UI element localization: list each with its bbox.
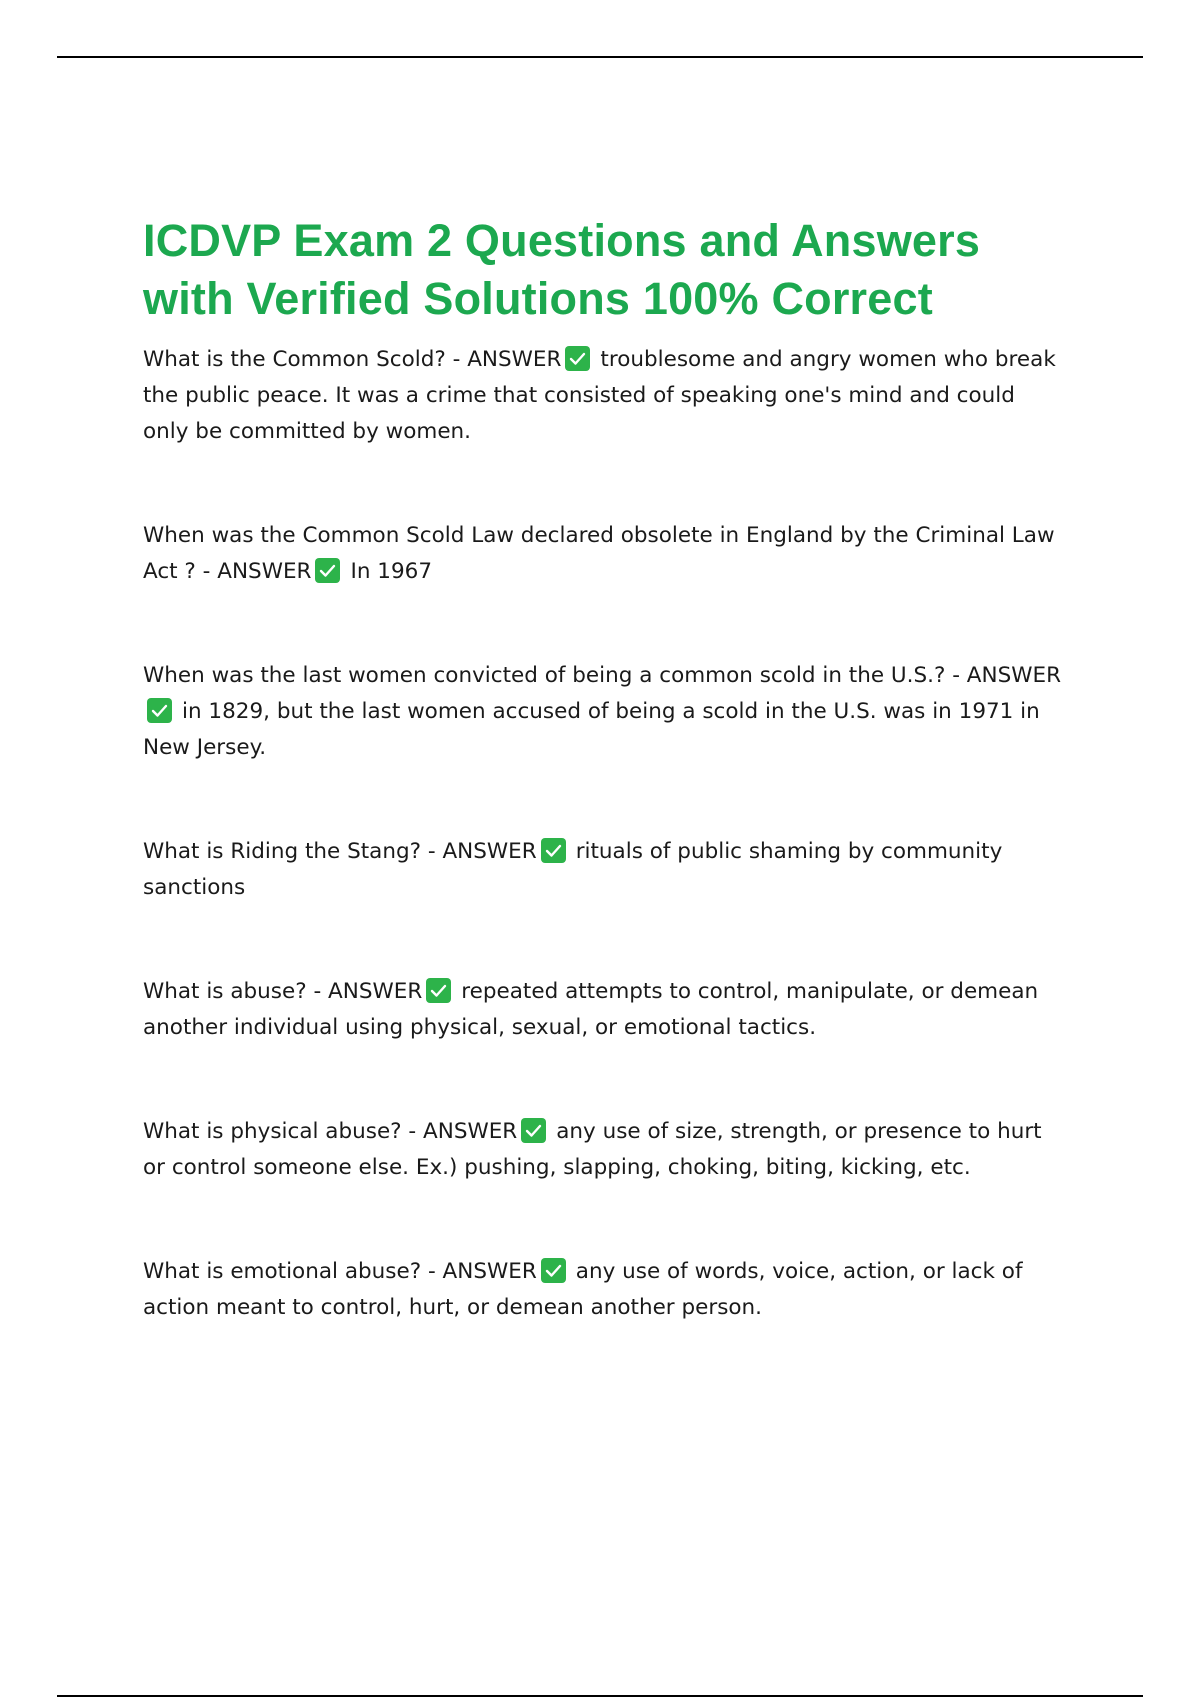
check-icon xyxy=(521,1118,546,1143)
qa-item xyxy=(143,518,1063,590)
question-text: What is physical abuse? - ANSWER xyxy=(143,1119,518,1144)
answer-text: any use of size, strength, or presence to hurt or control someone else. Ex.) pushing, slapping, choking, biting, kicking, etc. xyxy=(143,1119,1042,1180)
check-icon xyxy=(315,558,340,583)
answer-text: in 1829, but the last women accused of being a scold in the U.S. was in 1971 in New Jersey. xyxy=(143,699,1040,760)
check-icon xyxy=(541,1258,566,1283)
qa-list xyxy=(143,342,1063,1326)
check-icon xyxy=(426,978,451,1003)
answer-text: troublesome and angry women who break the public peace. It was a crime that consisted of speaking one's mind and could only be committed by women. xyxy=(143,347,1056,444)
answer-text: rituals of public shaming by community sanctions xyxy=(143,839,1003,900)
question-text: What is emotional abuse? - ANSWER xyxy=(143,1259,537,1284)
document-body xyxy=(143,212,1063,1394)
qa-item xyxy=(143,658,1063,766)
qa-item xyxy=(143,1254,1063,1326)
check-icon xyxy=(541,838,566,863)
check-icon xyxy=(565,346,590,371)
top-rule xyxy=(57,56,1143,58)
question-text: What is Riding the Stang? - ANSWER xyxy=(143,839,537,864)
question-text: When was the Common Scold Law declared obsolete in England by the Criminal Law Act ? - ANSWER xyxy=(143,523,1055,584)
question-text: What is the Common Scold? - ANSWER xyxy=(143,347,562,372)
question-text: What is abuse? - ANSWER xyxy=(143,979,423,1004)
qa-item xyxy=(143,834,1063,906)
answer-text: any use of words, voice, action, or lack of action meant to control, hurt, or demean another person. xyxy=(143,1259,1023,1320)
answer-text: In 1967 xyxy=(350,559,433,584)
answer-text: repeated attempts to control, manipulate, or demean another individual using physical, sexual, or emotional tactics. xyxy=(143,979,1039,1040)
check-icon xyxy=(147,698,172,723)
qa-item xyxy=(143,974,1063,1046)
document-title: ICDVP Exam 2 Questions and Answers with Verified Solutions 100% Correct xyxy=(143,215,981,324)
qa-item xyxy=(143,1114,1063,1186)
bottom-rule xyxy=(57,1695,1143,1697)
question-text: When was the last women convicted of being a common scold in the U.S.? - ANSWER xyxy=(143,663,1062,688)
qa-item xyxy=(143,342,1063,450)
